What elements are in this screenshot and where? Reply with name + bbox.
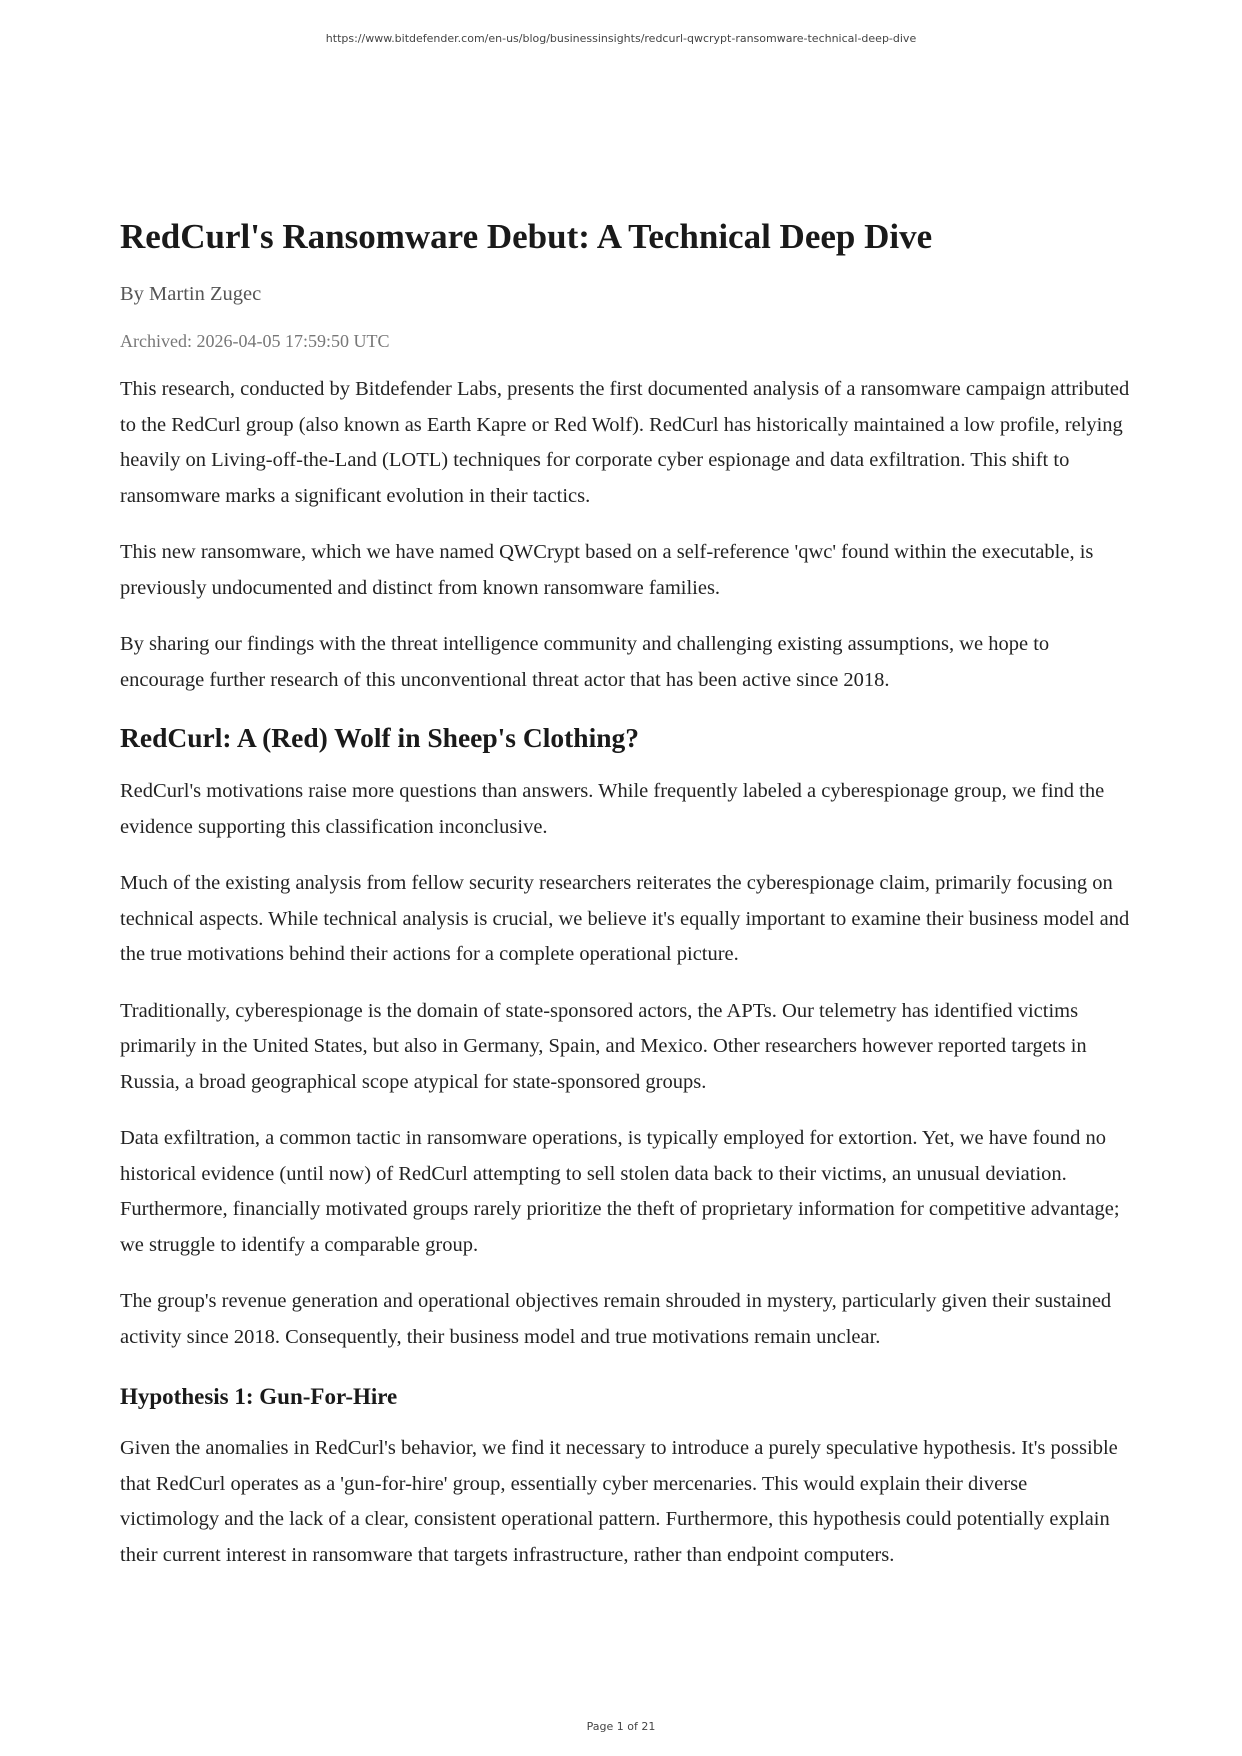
article-title: RedCurl's Ransomware Debut: A Technical Deep Dive: [120, 217, 933, 256]
paragraph: This research, conducted by Bitdefender Labs, presents the first documented analysis of a ransomware campaign attributed to the RedCurl group (also known as Earth Kapre or Red Wolf). RedCurl has historically maintained a low profile, relying heavily on Living-off-the-Land (LOTL) techniques for corporate cyber espionage and data exfiltration. This shift to ransomware marks a significant evolution in their tactics.: [120, 378, 1130, 507]
article: [120, 212, 1130, 1594]
paragraph: Much of the existing analysis from fellow security researchers reiterates the cyberespionage claim, primarily focusing on technical aspects. While technical analysis is crucial, we believe it's equally important to examine their business model and the true motivations behind their actions for a complete operational picture.: [120, 872, 1130, 965]
paragraph: RedCurl's motivations raise more questions than answers. While frequently labeled a cyberespionage group, we find the evidence supporting this classification inconclusive.: [120, 780, 1105, 838]
paragraph: Given the anomalies in RedCurl's behavior, we find it necessary to introduce a purely speculative hypothesis. It's possible that RedCurl operates as a 'gun-for-hire' group, essentially cyber mercenaries. This would explain their diverse victimology and the lack of a clear, consistent operational pattern. Furthermore, this hypothesis could potentially explain their current interest in ransomware that targets infrastructure, rather than endpoint computers.: [120, 1437, 1118, 1566]
paragraph: The group's revenue generation and operational objectives remain shrouded in mystery, particularly given their sustained activity since 2018. Consequently, their business model and true motivations remain unclear.: [120, 1290, 1112, 1348]
paragraph: This new ransomware, which we have named QWCrypt based on a self-reference 'qwc' found within the executable, is previously undocumented and distinct from known ransomware families.: [120, 541, 1094, 599]
archived-timestamp: Archived: 2026-04-05 17:59:50 UTC: [120, 331, 390, 351]
paragraph: Traditionally, cyberespionage is the domain of state-sponsored actors, the APTs. Our telemetry has identified victims primarily in the United States, but also in Germany, Spain, and Mexico. Other researchers however reported targets in Russia, a broad geographical scope atypical for state-sponsored groups.: [120, 999, 1087, 1093]
page-number: Page 1 of 21: [586, 1720, 656, 1733]
section-heading: RedCurl: A (Red) Wolf in Sheep's Clothing?: [120, 722, 640, 753]
paragraph: Data exfiltration, a common tactic in ransomware operations, is typically employed for extortion. Yet, we have found no historical evidence (until now) of RedCurl attempting to sell stolen data back to their victims, an unusual deviation. Furthermore, financially motivated groups rarely prioritize the theft of proprietary information for competitive advantage; we struggle to identify a comparable group.: [120, 1127, 1120, 1256]
source-url: https://www.bitdefender.com/en-us/blog/businessinsights/redcurl-qwcrypt-ransomware-technical-deep-dive: [325, 32, 917, 45]
author-byline: By Martin Zugec: [120, 283, 262, 305]
subsection-heading: Hypothesis 1: Gun-For-Hire: [120, 1384, 398, 1409]
intro-section: [120, 372, 1130, 698]
paragraph: By sharing our findings with the threat intelligence community and challenging existing assumptions, we hope to encourage further research of this unconventional threat actor that has been active since 2018.: [120, 633, 1050, 691]
